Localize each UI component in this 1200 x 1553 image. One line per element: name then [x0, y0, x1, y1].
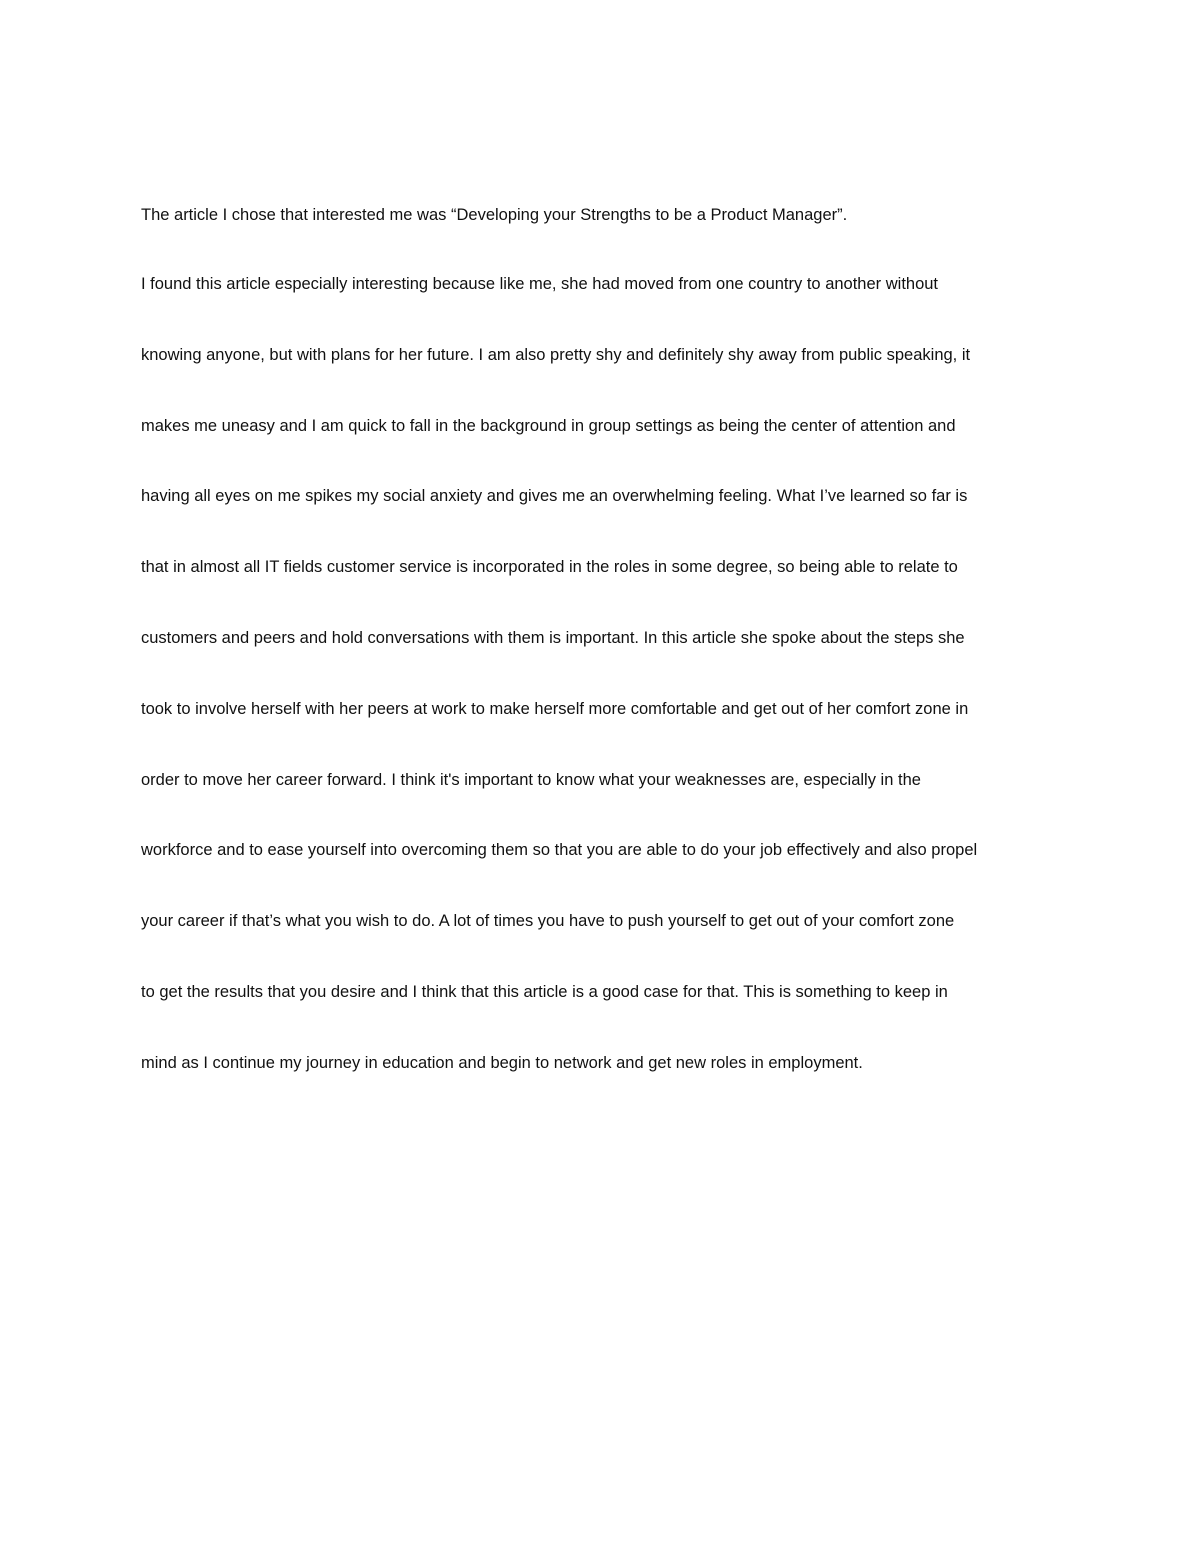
body-line-10: your career if that’s what you wish to do. A lot of times you have to push yourself to get out of your comfort zone — [141, 912, 955, 931]
body-line-6: customers and peers and hold conversations with them is important. In this article she spoke about the steps she — [141, 628, 965, 647]
body-line-4: having all eyes on me spikes my social anxiety and gives me an overwhelming feeling. What I’ve learned so far is — [141, 487, 968, 506]
intro-line: The article I chose that interested me was “Developing your Strengths to be a Product Manager”. — [141, 206, 848, 224]
body-line-8: order to move her career forward. I think it's important to know what your weaknesses are, especially in the — [141, 770, 921, 789]
body-line-3: makes me uneasy and I am quick to fall in the background in group settings as being the center of attention and — [141, 416, 956, 435]
body-line-2: knowing anyone, but with plans for her future. I am also pretty shy and definitely shy away from public speaking, it — [141, 345, 971, 364]
body-line-7: took to involve herself with her peers at work to make herself more comfortable and get out of her comfort zone in — [141, 699, 969, 718]
body-line-12: mind as I continue my journey in education and begin to network and get new roles in employment. — [141, 1053, 863, 1072]
body-line-5: that in almost all IT fields customer service is incorporated in the roles in some degree, so being able to relate to — [141, 558, 958, 577]
document-body — [141, 200, 1101, 1119]
body-line-11: to get the results that you desire and I think that this article is a good case for that. This is something to keep in — [141, 982, 948, 1001]
body-line-9: workforce and to ease yourself into overcoming them so that you are able to do your job effectively and also propel — [141, 841, 978, 860]
body-line-1: I found this article especially interesting because like me, she had moved from one country to another without — [141, 275, 939, 293]
